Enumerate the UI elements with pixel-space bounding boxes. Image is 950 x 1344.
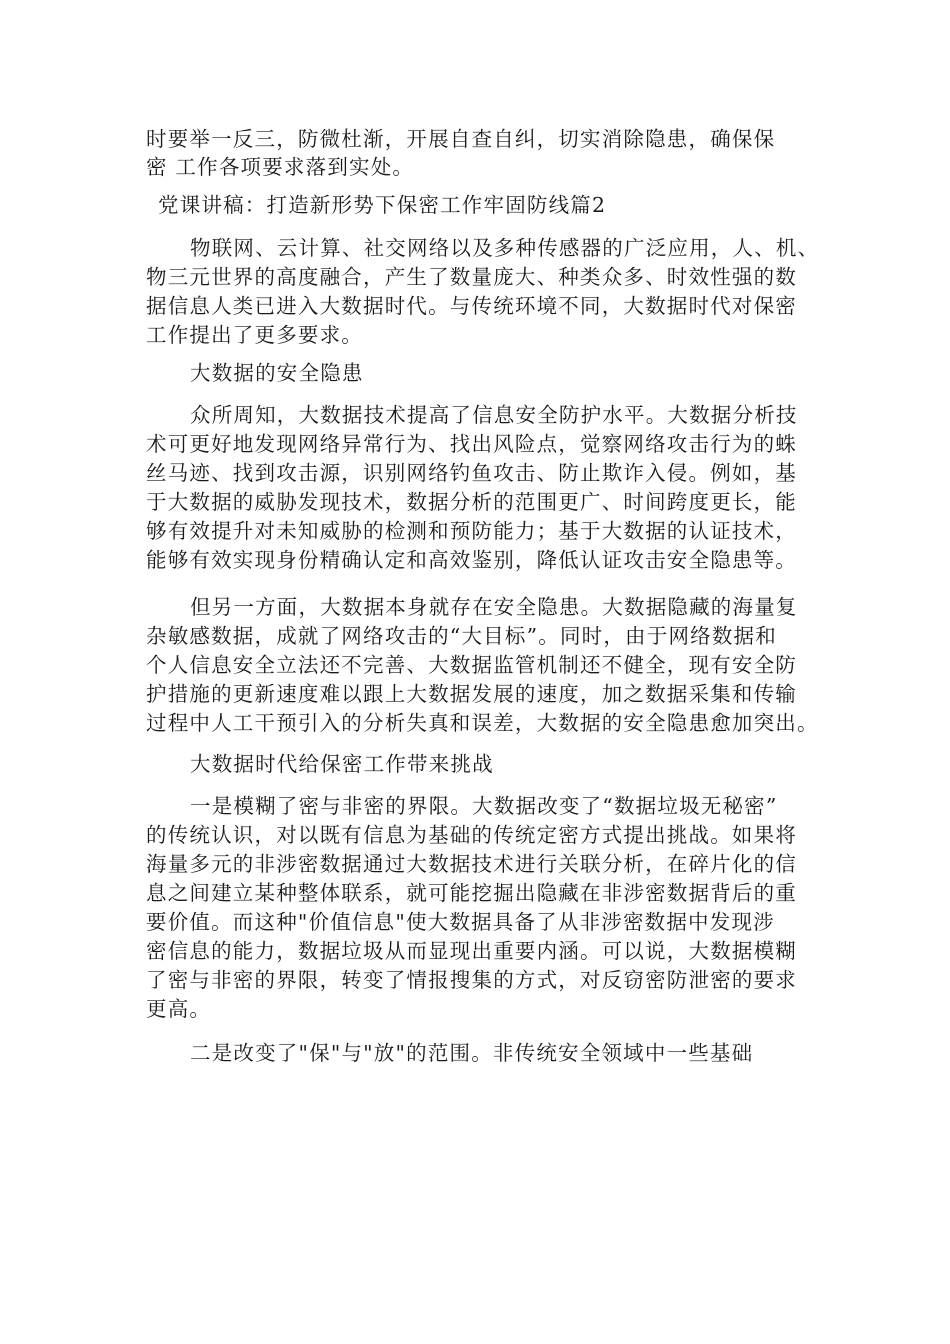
text-line: 够有效提升对未知威胁的检测和预防能力；基于大数据的认证技术， — [146, 519, 797, 543]
text-line: 物三元世界的高度融合，产生了数量庞大、种类众多、时效性强的数 — [146, 265, 797, 289]
text-line: 术可更好地发现网络异常行为、找出风险点，觉察网络攻击行为的蛛 — [146, 432, 797, 456]
text-line: 二是改变了"保"与"放"的范围。非传统安全领域中一些基础 — [190, 1041, 754, 1065]
text-line: 一是模糊了密与非密的界限。大数据改变了“数据垃圾无秘密” — [190, 794, 778, 818]
text-line: 过程中人工干预引入的分析失真和误差，大数据的安全隐患愈加突出。 — [146, 711, 819, 735]
section-title: 党课讲稿：打造新形势下保密工作牢固防线篇2 — [158, 193, 607, 217]
text-line: 丝马迹、找到攻击源，识别网络钓鱼攻击、防止欺诈入侵。例如，基 — [146, 461, 797, 485]
text-line: 了密与非密的界限，转变了情报搜集的方式，对反窃密防泄密的要求 — [146, 968, 797, 992]
text-line: 据信息人类已进入大数据时代。与传统环境不同，大数据时代对保密 — [146, 294, 797, 318]
subheading: 大数据时代给保密工作带来挑战 — [190, 752, 494, 776]
text-line: 更高。 — [146, 997, 212, 1021]
text-line: 密 工作各项要求落到实处。 — [146, 155, 415, 179]
text-line: 要价值。而这种"价值信息"使大数据具备了从非涉密数据中发现涉 — [146, 910, 775, 934]
text-line: 护措施的更新速度难以跟上大数据发展的速度，加之数据采集和传输 — [146, 682, 797, 706]
text-line: 密信息的能力，数据垃圾从而显现出重要内涵。可以说，大数据模糊 — [146, 939, 797, 963]
text-line: 物联网、云计算、社交网络以及多种传感器的广泛应用，人、机、 — [190, 236, 820, 260]
text-line: 杂敏感数据，成就了网络攻击的“大目标”。同时，由于网络数据和 — [146, 624, 777, 648]
text-line: 海量多元的非涉密数据通过大数据技术进行关联分析，在碎片化的信 — [146, 852, 797, 876]
text-line: 能够有效实现身份精确认定和高效鉴别，降低认证攻击安全隐患等。 — [146, 548, 797, 572]
text-line: 众所周知，大数据技术提高了信息安全防护水平。大数据分析技 — [190, 403, 798, 427]
text-line: 工作提出了更多要求。 — [146, 323, 363, 347]
text-line: 个人信息安全立法还不完善、大数据监管机制还不健全，现有安全防 — [146, 653, 797, 677]
text-line: 于大数据的威胁发现技术，数据分析的范围更广、时间跨度更长，能 — [146, 490, 797, 514]
subheading: 大数据的安全隐患 — [190, 361, 364, 385]
text-line: 息之间建立某种整体联系，就可能挖掘出隐藏在非涉密数据背后的重 — [146, 881, 797, 905]
text-line: 的传统认识，对以既有信息为基础的传统定密方式提出挑战。如果将 — [146, 823, 797, 847]
text-line: 时要举一反三，防微杜渐，开展自查自纠，切实消除隐患，确保保 — [146, 127, 776, 151]
text-line: 但另一方面，大数据本身就存在安全隐患。大数据隐藏的海量复 — [190, 595, 798, 619]
